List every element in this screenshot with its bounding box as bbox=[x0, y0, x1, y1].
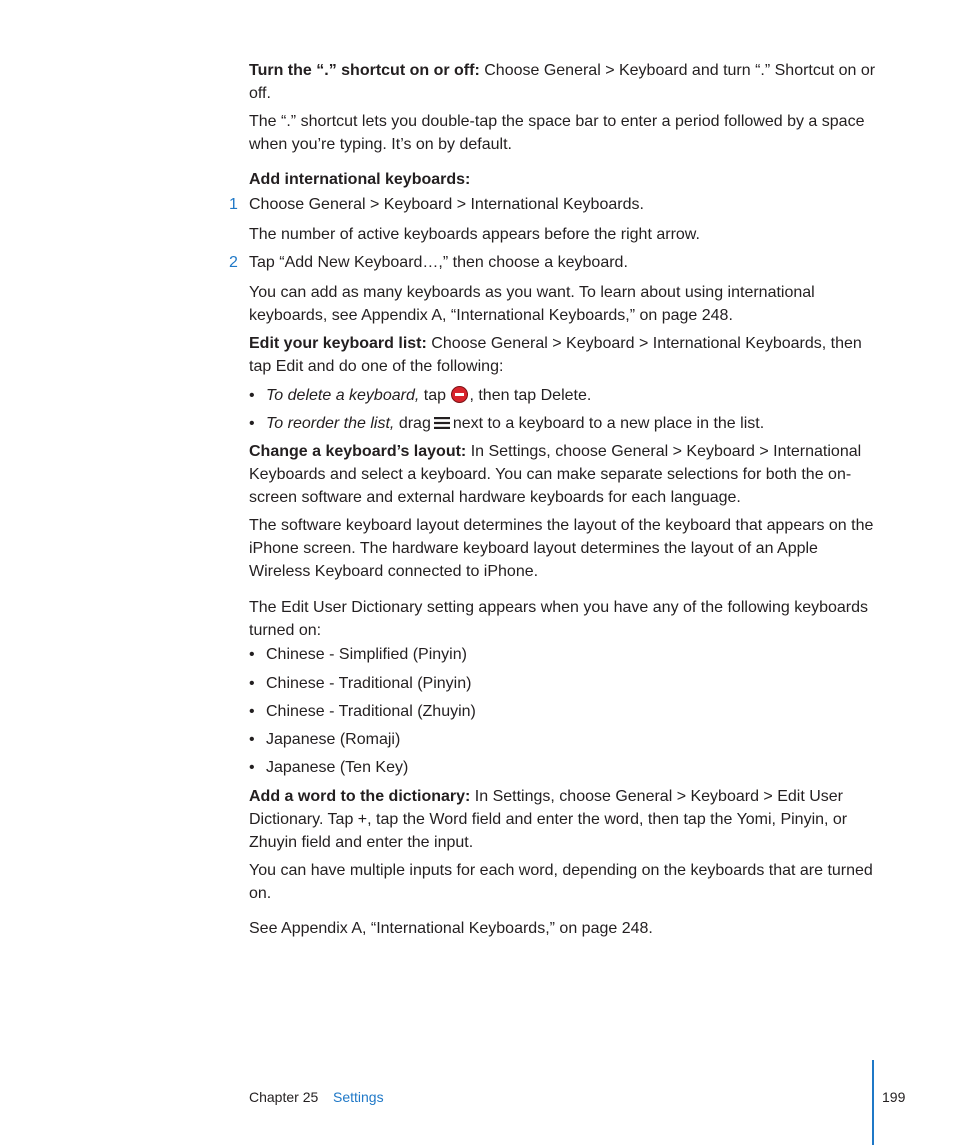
shortcut-heading: Turn the “.” shortcut on or off: bbox=[249, 62, 480, 79]
edit-list-heading: Edit your keyboard list: bbox=[249, 335, 427, 352]
delete-post: , then tap Delete. bbox=[469, 387, 592, 404]
step-number: 2 bbox=[229, 254, 238, 271]
delete-instruction bbox=[266, 384, 876, 407]
page-number: 199 bbox=[882, 1089, 906, 1105]
shortcut-text: Choose General > Keyboard and turn “.” Shortcut on or off. bbox=[249, 62, 876, 102]
add-word-text: In Settings, choose General > Keyboard > Edit User Dictionary. Tap +, tap the Word field and enter the word, then tap the Yomi, Pinyin, or Zhuyin field and enter the input. bbox=[249, 788, 848, 851]
list-item: Chinese - Traditional (Pinyin) bbox=[266, 675, 472, 692]
bullet: • bbox=[249, 675, 255, 692]
bullet: • bbox=[249, 387, 255, 404]
see-also: See Appendix A, “International Keyboards,” on page 248. bbox=[249, 920, 653, 937]
reorder-pre: drag bbox=[398, 415, 431, 432]
list-item: Japanese (Romaji) bbox=[266, 731, 401, 748]
bullet: • bbox=[249, 415, 255, 432]
layout-text: In Settings, choose General > Keyboard > International Keyboards and select a keyboard. You can make separate selections for both the on-screen software and external hardware keyboards for each language. bbox=[249, 443, 862, 506]
layout-paragraph bbox=[249, 440, 877, 509]
minus-circle-icon bbox=[451, 386, 468, 403]
list-item: Japanese (Ten Key) bbox=[266, 759, 409, 776]
step-note: The number of active keyboards appears before the right arrow. bbox=[249, 226, 700, 243]
footer-chapter: Chapter 25 bbox=[249, 1089, 319, 1105]
add-intl-heading: Add international keyboards: bbox=[249, 171, 471, 188]
footer-section-link[interactable]: Settings bbox=[333, 1089, 384, 1105]
edit-list-paragraph bbox=[249, 332, 877, 378]
shortcut-note: The “.” shortcut lets you double-tap the space bar to enter a period followed by a space when you’re typing. It’s on by default. bbox=[249, 113, 865, 153]
bullet: • bbox=[249, 731, 255, 748]
list-item: Chinese - Traditional (Zhuyin) bbox=[266, 703, 476, 720]
bullet: • bbox=[249, 759, 255, 776]
footer-divider bbox=[872, 1060, 874, 1145]
step-text: Choose General > Keyboard > International Keyboards. bbox=[249, 196, 644, 213]
step-text: Tap “Add New Keyboard…,” then choose a keyboard. bbox=[249, 254, 628, 271]
dictionary-intro: The Edit User Dictionary setting appears when you have any of the following keyboards turned on: bbox=[249, 599, 869, 639]
step-number: 1 bbox=[229, 196, 238, 213]
bullet: • bbox=[249, 703, 255, 720]
shortcut-paragraph bbox=[249, 59, 877, 105]
reorder-lead: To reorder the list, bbox=[266, 415, 395, 432]
reorder-instruction bbox=[266, 412, 876, 435]
reorder-grip-icon bbox=[434, 417, 450, 429]
step-note: You can add as many keyboards as you want. To learn about using international keyboards, see Appendix A, “International Keyboards,” on page 248. bbox=[249, 284, 815, 324]
list-item: Chinese - Simplified (Pinyin) bbox=[266, 646, 467, 663]
layout-note: The software keyboard layout determines the layout of the keyboard that appears on the iPhone screen. The hardware keyboard layout determines the layout of an Apple Wireless Keyboard connected to iPhone. bbox=[249, 517, 874, 580]
delete-lead: To delete a keyboard, bbox=[266, 387, 420, 404]
add-word-note: You can have multiple inputs for each word, depending on the keyboards that are turned on. bbox=[249, 862, 873, 902]
bullet: • bbox=[249, 646, 255, 663]
delete-pre: tap bbox=[423, 387, 446, 404]
edit-list-text: Choose General > Keyboard > International Keyboards, then tap Edit and do one of the following: bbox=[249, 335, 862, 375]
layout-heading: Change a keyboard’s layout: bbox=[249, 443, 467, 460]
reorder-post: next to a keyboard to a new place in the list. bbox=[452, 415, 765, 432]
add-word-paragraph bbox=[249, 785, 877, 854]
add-word-heading: Add a word to the dictionary: bbox=[249, 788, 471, 805]
